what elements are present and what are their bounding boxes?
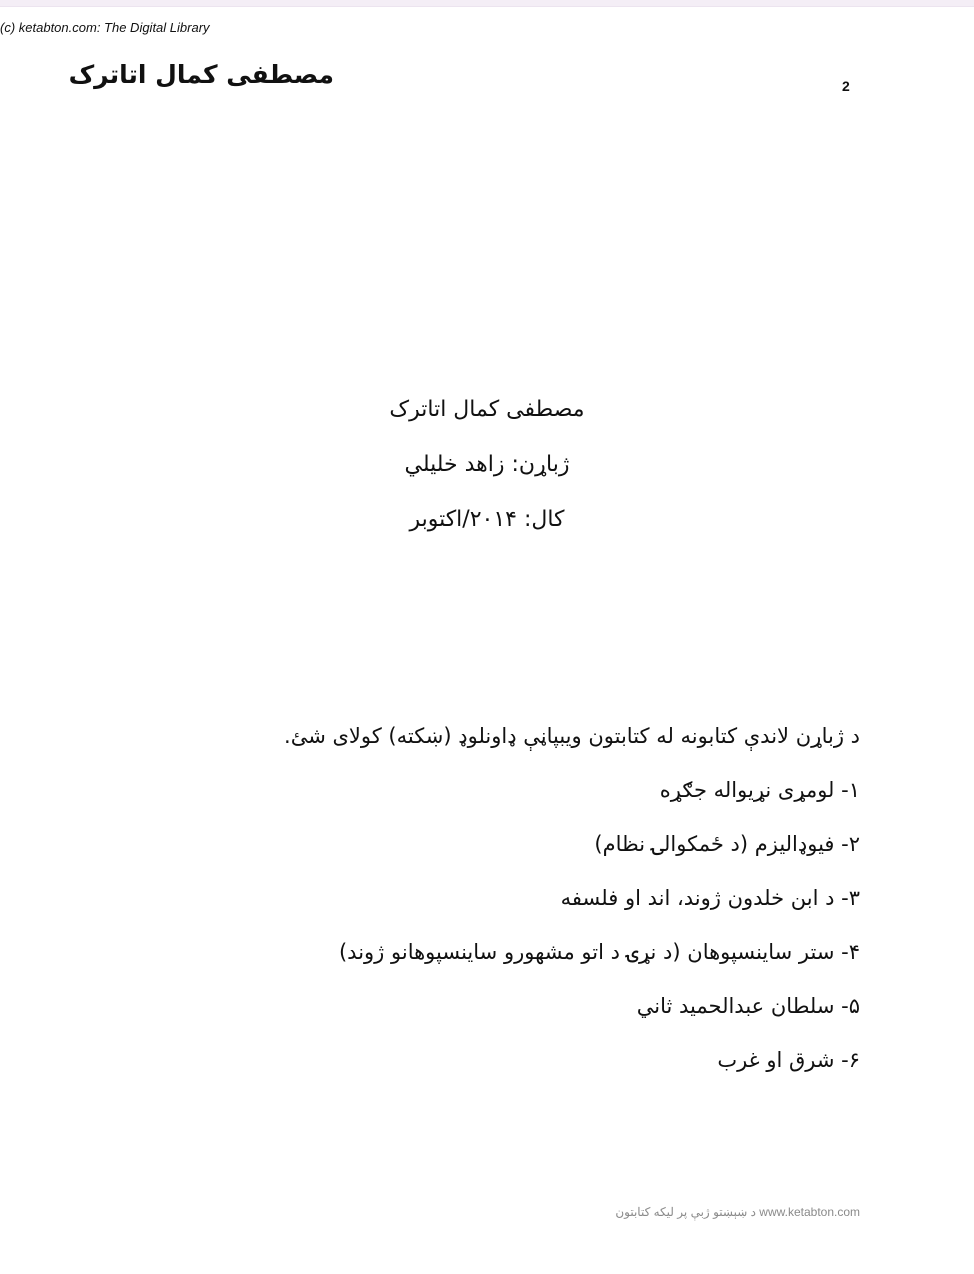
list-item: ۲- فیوډالیزم (د ځمکوالۍ نظام) [594,832,860,856]
list-item: ۴- ستر ساینسپوهان (د نړۍ د اتو مشهورو ساینسپوهانو ژوند) [338,940,860,964]
list-item: ۶- شرق او غرب [717,1048,860,1072]
watermark-text: (c) ketabton.com: The Digital Library [0,20,210,35]
list-item: ۵- سلطان عبدالحمید ثاني [636,994,860,1018]
translator-line: ژباړن: زاهد خلیلي [404,452,570,477]
books-intro: د ژباړن لاندې کتابونه له کتابتون ویبپاڼې ډاونلوډ (ښکته) کولای شئ. [284,724,860,748]
book-title: مصطفی کمال اتاترک [389,397,585,422]
page-number: 2 [842,78,850,94]
list-item: ۳- د ابن خلدون ژوند، اند او فلسفه [560,886,860,910]
footer-link[interactable]: د ښېښتو ژبې پر لیکه کتابتون www.ketabton.com [615,1205,860,1219]
books-list [200,714,860,1092]
list-item: ۱- لومړی نړیواله جګړه [659,778,860,802]
title-block [287,388,687,553]
top-strip [0,0,974,7]
date-line: کال: ۲۰۱۴/اکتوبر [409,507,565,532]
header-title: مصطفی کمال اتاترک [68,60,334,89]
